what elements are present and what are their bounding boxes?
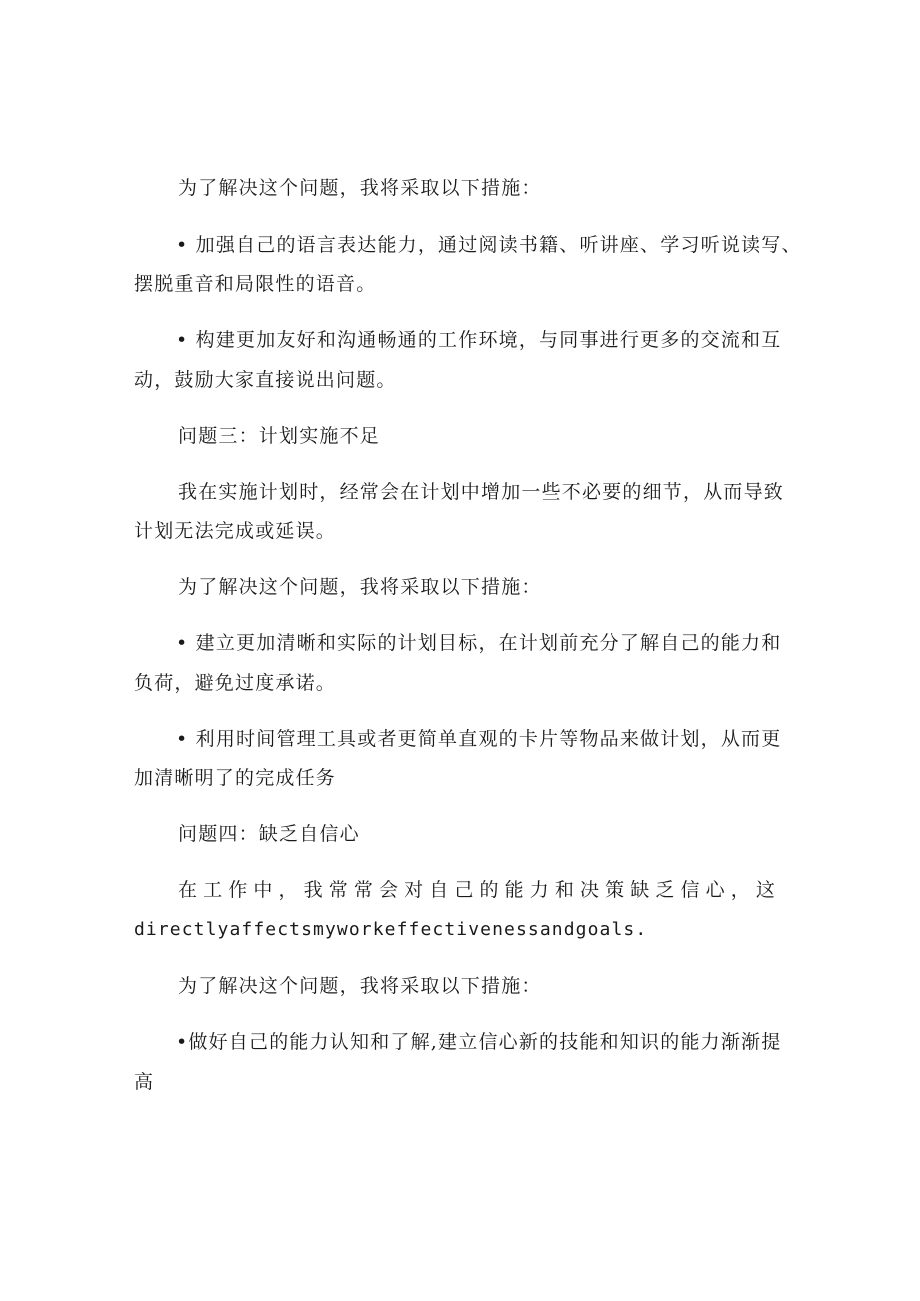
justified-char: 缺 bbox=[630, 879, 650, 901]
bullet-item-goals-line-2: 负荷，避免过度承诺。 bbox=[134, 672, 337, 694]
bullet-item-environment-line-2: 动，鼓励大家直接说出问题。 bbox=[134, 369, 397, 391]
justified-char: 力 bbox=[529, 879, 549, 901]
bullet-item-language-line-2: 摆脱重音和局限性的语音。 bbox=[134, 273, 377, 295]
justified-char: 乏 bbox=[655, 879, 675, 901]
heading-problem-four: 问题四：缺乏自信心 bbox=[178, 823, 360, 845]
justified-char: 能 bbox=[504, 879, 524, 901]
paragraph-measures-intro-2: 为了解决这个问题，我将采取以下措施： bbox=[178, 576, 542, 598]
bullet-item-goals-line-1: • 建立更加清晰和实际的计划目标，在计划前充分了解自己的能力和 bbox=[176, 632, 782, 654]
justified-char: 的 bbox=[479, 879, 499, 901]
bullet-item-tools-line-1: • 利用时间管理工具或者更简单直观的卡片等物品来做计划，从而更 bbox=[176, 728, 782, 750]
justified-char: ， bbox=[730, 879, 750, 901]
bullet-item-environment-line-1: • 构建更加友好和沟通畅通的工作环境，与同事进行更多的交流和互 bbox=[176, 329, 782, 351]
justified-char: 常 bbox=[353, 879, 373, 901]
paragraph-confidence-line-2: directlyaffectsmyworkeffectivenessandgoals. bbox=[134, 919, 648, 940]
justified-char: 策 bbox=[605, 879, 625, 901]
justified-char: 决 bbox=[580, 879, 600, 901]
justified-char: 和 bbox=[554, 879, 574, 901]
justified-char: 己 bbox=[454, 879, 474, 901]
justified-char: ， bbox=[278, 879, 298, 901]
justified-char: 心 bbox=[705, 879, 725, 901]
justified-char: 工 bbox=[203, 879, 223, 901]
paragraph-measures-intro-3: 为了解决这个问题，我将采取以下措施： bbox=[178, 975, 542, 997]
justified-char: 常 bbox=[328, 879, 348, 901]
bullet-item-language-line-1: • 加强自己的语言表达能力，通过阅读书籍、听讲座、学习听说读写、 bbox=[176, 234, 802, 256]
bullet-item-self-awareness-line-1: •做好自己的能力认知和了解,建立信心新的技能和知识的能力渐渐提 bbox=[176, 1031, 782, 1053]
paragraph-plan-issue-line-1: 我在实施计划时，经常会在计划中增加一些不必要的细节，从而导致 bbox=[178, 481, 785, 503]
paragraph-plan-issue-line-2: 计划无法完成或延误。 bbox=[134, 520, 337, 542]
justified-char: 信 bbox=[680, 879, 700, 901]
bullet-item-self-awareness-line-2: 高 bbox=[134, 1071, 155, 1093]
justified-char: 中 bbox=[253, 879, 273, 901]
paragraph-confidence-line-1 bbox=[178, 878, 775, 902]
justified-char: 对 bbox=[404, 879, 424, 901]
justified-char: 我 bbox=[303, 879, 323, 901]
justified-char: 作 bbox=[228, 879, 248, 901]
justified-char: 自 bbox=[429, 879, 449, 901]
heading-problem-three: 问题三：计划实施不足 bbox=[178, 425, 381, 447]
justified-char: 在 bbox=[178, 879, 198, 901]
bullet-item-tools-line-2: 加清晰明了的完成任务 bbox=[134, 767, 337, 789]
justified-char: 这 bbox=[755, 879, 775, 901]
paragraph-measures-intro-1: 为了解决这个问题，我将采取以下措施： bbox=[178, 177, 542, 199]
justified-char: 会 bbox=[379, 879, 399, 901]
